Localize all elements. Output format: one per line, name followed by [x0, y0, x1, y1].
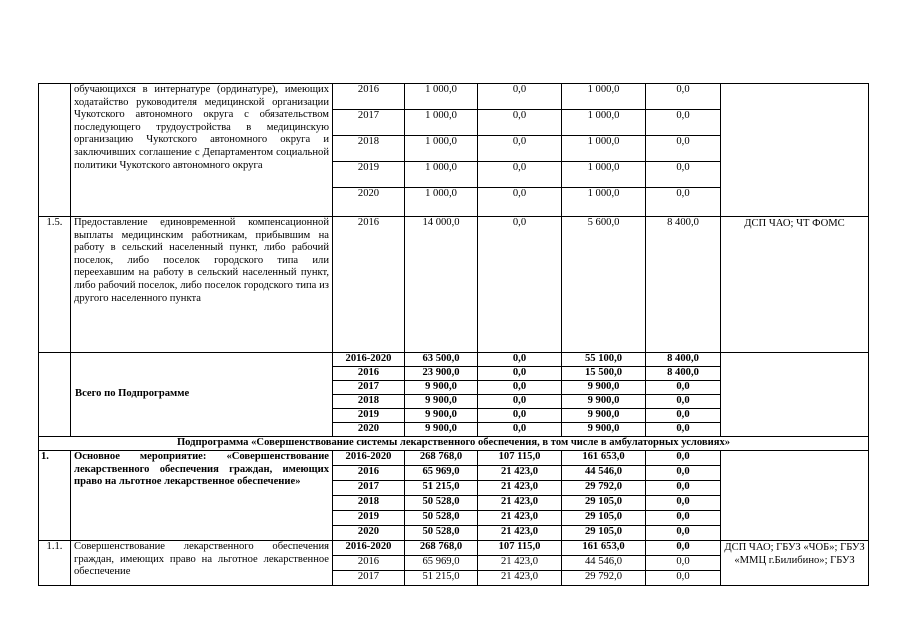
- federal-cell: 21 423,0: [478, 571, 562, 586]
- other-cell: 0,0: [646, 466, 721, 481]
- okrug-cell: 9 900,0: [562, 381, 646, 395]
- year-cell: 2016-2020: [333, 541, 405, 556]
- other-cell: 0,0: [646, 556, 721, 571]
- okrug-cell: 29 105,0: [562, 511, 646, 526]
- responsible-cell: ДСП ЧАО; ГБУЗ «ЧОБ»; ГБУЗ «ММЦ г.Билибино»; ГБУЗ: [721, 541, 869, 586]
- okrug-cell: 15 500,0: [562, 367, 646, 381]
- year-cell: 2016-2020: [333, 451, 405, 466]
- other-cell: 0,0: [646, 423, 721, 437]
- federal-cell: 21 423,0: [478, 526, 562, 541]
- year-cell: 2018: [333, 496, 405, 511]
- okrug-cell: 1 000,0: [562, 110, 646, 136]
- federal-cell: 0,0: [478, 84, 562, 110]
- federal-cell: 0,0: [478, 409, 562, 423]
- year-cell: 2020: [333, 188, 405, 217]
- other-cell: 0,0: [646, 409, 721, 423]
- okrug-cell: 29 792,0: [562, 571, 646, 586]
- year-cell: 2018: [333, 136, 405, 162]
- federal-cell: 21 423,0: [478, 466, 562, 481]
- total-cell: 9 900,0: [405, 395, 478, 409]
- year-cell: 2019: [333, 409, 405, 423]
- total-cell: 9 900,0: [405, 423, 478, 437]
- total-cell: 1 000,0: [405, 188, 478, 217]
- total-cell: 63 500,0: [405, 353, 478, 367]
- total-cell: 268 768,0: [405, 541, 478, 556]
- total-cell: 50 528,0: [405, 511, 478, 526]
- subprogram-title: Подпрограмма «Совершенствование системы лекарственного обеспечения, в том числе в амбулаторных условиях»: [39, 437, 869, 451]
- event-description: Основное мероприятие: «Совершенствование лекарственного обеспечения граждан, имеющих право на льготное лекарственное обеспечение»: [71, 451, 333, 541]
- total-cell: 1 000,0: [405, 136, 478, 162]
- other-cell: 0,0: [646, 381, 721, 395]
- federal-cell: 0,0: [478, 217, 562, 353]
- federal-cell: 107 115,0: [478, 451, 562, 466]
- okrug-cell: 161 653,0: [562, 451, 646, 466]
- year-cell: 2016: [333, 556, 405, 571]
- okrug-cell: 1 000,0: [562, 84, 646, 110]
- federal-cell: 0,0: [478, 162, 562, 188]
- other-cell: 0,0: [646, 110, 721, 136]
- year-cell: 2019: [333, 162, 405, 188]
- total-cell: 50 528,0: [405, 496, 478, 511]
- year-cell: 2019: [333, 511, 405, 526]
- responsible-cell: [721, 353, 869, 437]
- year-cell: 2016: [333, 466, 405, 481]
- responsible-cell: ДСП ЧАО; ЧТ ФОМС: [721, 217, 869, 353]
- year-cell: 2018: [333, 395, 405, 409]
- federal-cell: 0,0: [478, 395, 562, 409]
- table-row: [39, 217, 869, 353]
- table-row: [39, 451, 869, 466]
- event-description: Предоставление единовременной компенсационной выплаты медицинским работникам, прибывшим на работу в сельский населенный пункт, либо рабочий поселок, либо поселок городского типа или переехавшим на работу в сельский населенный пункт, либо рабочий поселок, либо поселок городского типа из другого населенного пункта: [71, 217, 333, 353]
- okrug-cell: 44 546,0: [562, 466, 646, 481]
- total-cell: 51 215,0: [405, 571, 478, 586]
- okrug-cell: 9 900,0: [562, 423, 646, 437]
- total-cell: 14 000,0: [405, 217, 478, 353]
- okrug-cell: 44 546,0: [562, 556, 646, 571]
- event-description: Совершенствование лекарственного обеспечения граждан, имеющих право на льготное лекарственное обеспечение: [71, 541, 333, 586]
- total-cell: 23 900,0: [405, 367, 478, 381]
- total-cell: 65 969,0: [405, 466, 478, 481]
- table-row: [39, 84, 869, 110]
- row-number-cell: 1.5.: [39, 217, 71, 353]
- federal-cell: 0,0: [478, 136, 562, 162]
- federal-cell: 21 423,0: [478, 496, 562, 511]
- subtotal-label: Всего по Подпрограмме: [71, 353, 333, 437]
- okrug-cell: 29 105,0: [562, 526, 646, 541]
- responsible-cell: [721, 84, 869, 217]
- row-number-cell: [39, 353, 71, 437]
- other-cell: 0,0: [646, 526, 721, 541]
- year-cell: 2017: [333, 481, 405, 496]
- other-cell: 0,0: [646, 162, 721, 188]
- program-finance-table: [38, 83, 869, 586]
- federal-cell: 21 423,0: [478, 481, 562, 496]
- federal-cell: 0,0: [478, 423, 562, 437]
- year-cell: 2016: [333, 217, 405, 353]
- year-cell: 2020: [333, 423, 405, 437]
- other-cell: 0,0: [646, 571, 721, 586]
- other-cell: 8 400,0: [646, 353, 721, 367]
- other-cell: 0,0: [646, 496, 721, 511]
- okrug-cell: 9 900,0: [562, 395, 646, 409]
- okrug-cell: 1 000,0: [562, 188, 646, 217]
- okrug-cell: 161 653,0: [562, 541, 646, 556]
- year-cell: 2016-2020: [333, 353, 405, 367]
- federal-cell: 0,0: [478, 188, 562, 217]
- total-cell: 1 000,0: [405, 162, 478, 188]
- event-description: обучающихся в интернатуре (ординатуре), имеющих ходатайство руководителя медицинской организации Чукотского автономного округа с обязательством последующего трудоустройства в медицинскую организацию Чукотского автономного округа и заключивших соглашение с Департаментом социальной политики Чукотского автономного округа: [71, 84, 333, 217]
- table-row: [39, 541, 869, 556]
- other-cell: 0,0: [646, 451, 721, 466]
- total-cell: 65 969,0: [405, 556, 478, 571]
- year-cell: 2017: [333, 381, 405, 395]
- federal-cell: 0,0: [478, 353, 562, 367]
- federal-cell: 107 115,0: [478, 541, 562, 556]
- other-cell: 0,0: [646, 136, 721, 162]
- row-number-cell: 1.: [39, 451, 71, 541]
- okrug-cell: 1 000,0: [562, 136, 646, 162]
- total-cell: 1 000,0: [405, 110, 478, 136]
- okrug-cell: 9 900,0: [562, 409, 646, 423]
- okrug-cell: 55 100,0: [562, 353, 646, 367]
- table-row: [39, 353, 869, 367]
- year-cell: 2020: [333, 526, 405, 541]
- year-cell: 2016: [333, 84, 405, 110]
- other-cell: 8 400,0: [646, 367, 721, 381]
- total-cell: 51 215,0: [405, 481, 478, 496]
- federal-cell: 0,0: [478, 367, 562, 381]
- other-cell: 0,0: [646, 481, 721, 496]
- total-cell: 9 900,0: [405, 381, 478, 395]
- year-cell: 2016: [333, 367, 405, 381]
- total-cell: 268 768,0: [405, 451, 478, 466]
- federal-cell: 0,0: [478, 110, 562, 136]
- federal-cell: 0,0: [478, 381, 562, 395]
- other-cell: 0,0: [646, 395, 721, 409]
- row-number-cell: [39, 84, 71, 217]
- document-page: [38, 83, 868, 586]
- federal-cell: 21 423,0: [478, 556, 562, 571]
- okrug-cell: 29 105,0: [562, 496, 646, 511]
- section-header-row: [39, 437, 869, 451]
- federal-cell: 21 423,0: [478, 511, 562, 526]
- row-number-cell: 1.1.: [39, 541, 71, 586]
- total-cell: 9 900,0: [405, 409, 478, 423]
- responsible-cell: [721, 451, 869, 541]
- okrug-cell: 5 600,0: [562, 217, 646, 353]
- okrug-cell: 1 000,0: [562, 162, 646, 188]
- other-cell: 8 400,0: [646, 217, 721, 353]
- year-cell: 2017: [333, 571, 405, 586]
- year-cell: 2017: [333, 110, 405, 136]
- other-cell: 0,0: [646, 541, 721, 556]
- other-cell: 0,0: [646, 188, 721, 217]
- other-cell: 0,0: [646, 84, 721, 110]
- total-cell: 1 000,0: [405, 84, 478, 110]
- okrug-cell: 29 792,0: [562, 481, 646, 496]
- total-cell: 50 528,0: [405, 526, 478, 541]
- other-cell: 0,0: [646, 511, 721, 526]
